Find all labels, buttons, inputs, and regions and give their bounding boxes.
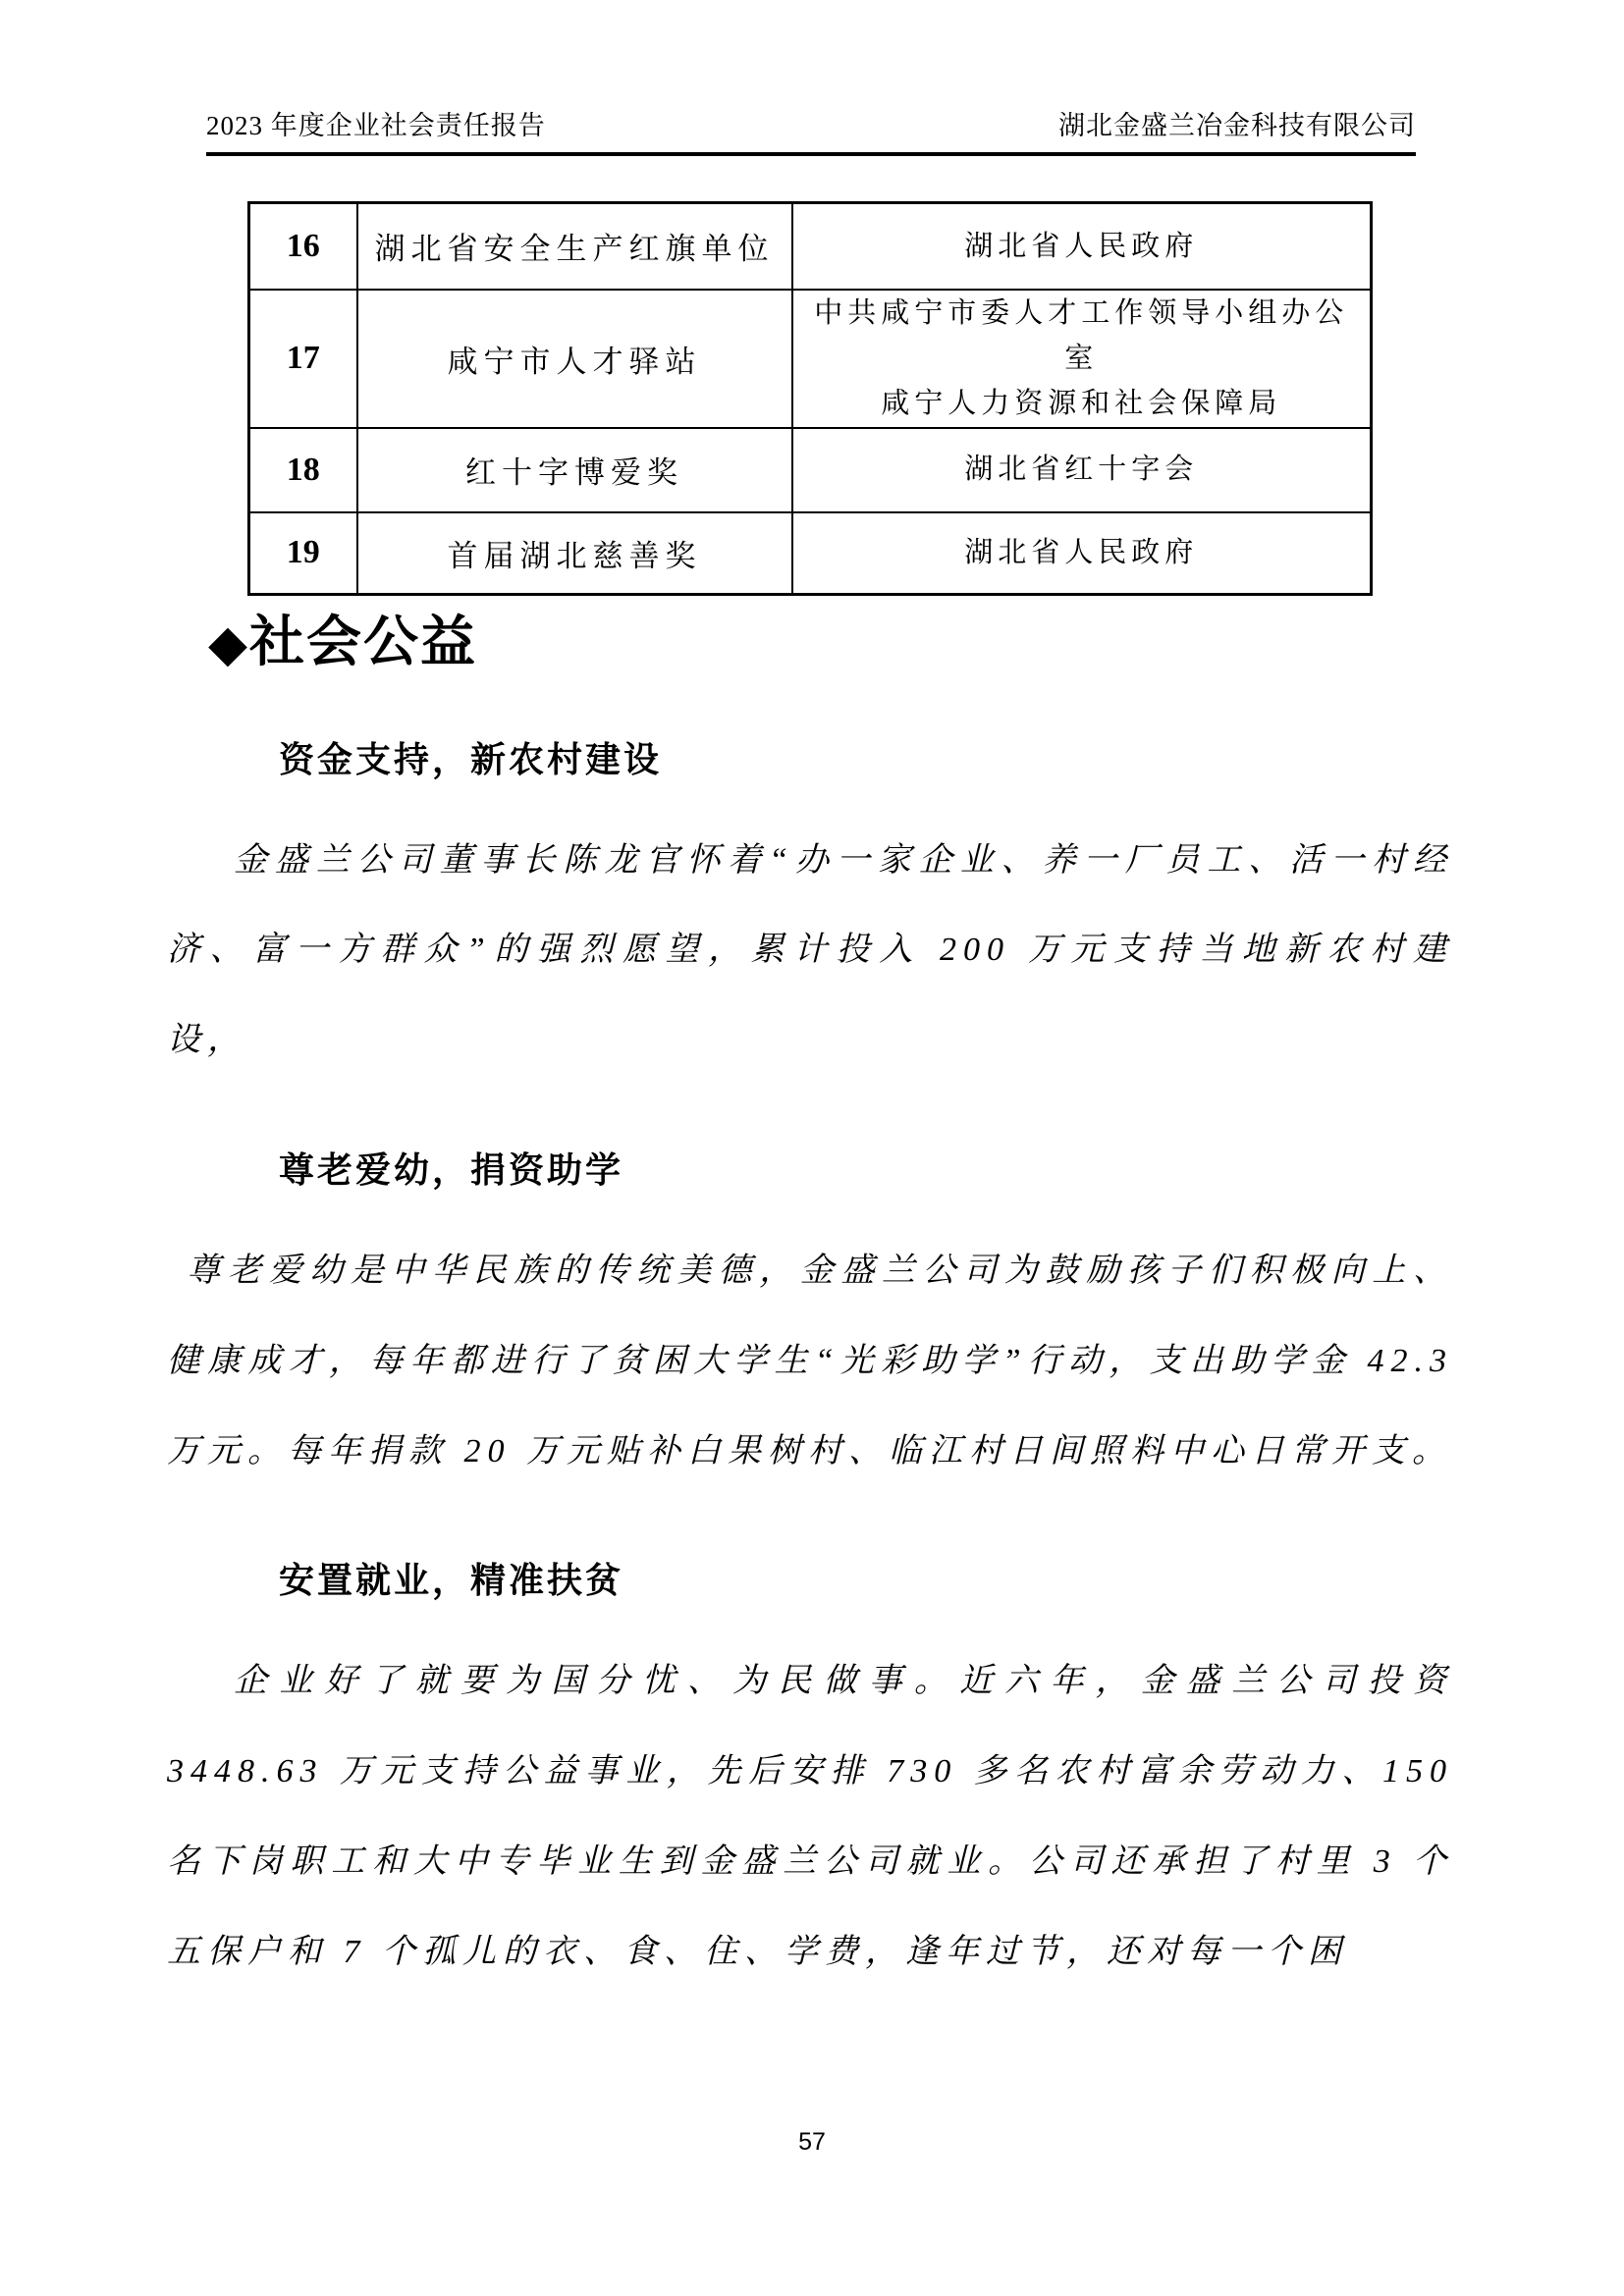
subsection-heading-funding: 资金支持，新农村建设 <box>279 738 663 779</box>
award-number: 16 <box>249 203 357 290</box>
award-name: 湖北省安全生产红旗单位 <box>357 203 792 290</box>
running-header <box>206 104 1416 156</box>
award-name: 红十字博爱奖 <box>357 428 792 512</box>
subsection-heading-employment: 安置就业，精准扶贫 <box>279 1560 624 1601</box>
award-number: 17 <box>249 290 357 428</box>
awards-table <box>247 201 1373 596</box>
issuer-line: 湖北省人民政府 <box>964 230 1199 262</box>
issuer-line: 咸宁人力资源和社会保障局 <box>881 388 1282 420</box>
award-number: 19 <box>249 512 357 595</box>
paragraph-employment: 企业好了就要为国分忧、为民做事。近六年，金盛兰公司投资 3448.63 万元支持公益事业，先后安排 730 多名农村富余劳动力、150 名下岗职工和大中专毕业生到金盛兰公司就业。公司还承担了村里 3 个五保户和 7 个孤儿的衣、食、住、学费，逢年过节，还对每一个困 <box>167 1663 1453 1970</box>
header-report-title: 2023 年度企业社会责任报告 <box>206 111 546 140</box>
section-title-text: 社会公益 <box>249 613 477 674</box>
award-issuer <box>792 290 1372 428</box>
diamond-icon: ◆ <box>208 616 249 673</box>
award-issuer <box>792 428 1372 512</box>
issuer-line: 中共咸宁市委人才工作领导小组办公室 <box>814 296 1349 374</box>
table-row <box>249 290 1372 428</box>
award-name: 咸宁市人才驿站 <box>357 290 792 428</box>
award-issuer <box>792 203 1372 290</box>
table-row <box>249 512 1372 595</box>
header-company-name: 湖北金盛兰冶金科技有限公司 <box>1058 111 1416 140</box>
paragraph-elderly-education: 尊老爱幼是中华民族的传统美德，金盛兰公司为鼓励孩子们积极向上、健康成才，每年都进行了贫困大学生“光彩助学”行动，支出助学金 42.3 万元。每年捐款 20 万元贴补白果树村、临江村日间照料中心日常开支。 <box>167 1252 1453 1469</box>
award-name: 首届湖北慈善奖 <box>357 512 792 595</box>
award-number: 18 <box>249 428 357 512</box>
paragraph-funding: 金盛兰公司董事长陈龙官怀着“办一家企业、养一厂员工、活一村经济、富一方群众”的强烈愿望，累计投入 200 万元支持当地新农村建设， <box>167 841 1453 1059</box>
issuer-line: 湖北省红十字会 <box>964 454 1199 486</box>
page-number: 57 <box>798 2128 826 2156</box>
table-row <box>249 428 1372 512</box>
issuer-line: 湖北省人民政府 <box>964 537 1199 569</box>
table-row <box>249 203 1372 290</box>
section-title <box>208 612 1624 674</box>
award-issuer <box>792 512 1372 595</box>
subsection-heading-elderly-education: 尊老爱幼，捐资助学 <box>279 1148 624 1190</box>
